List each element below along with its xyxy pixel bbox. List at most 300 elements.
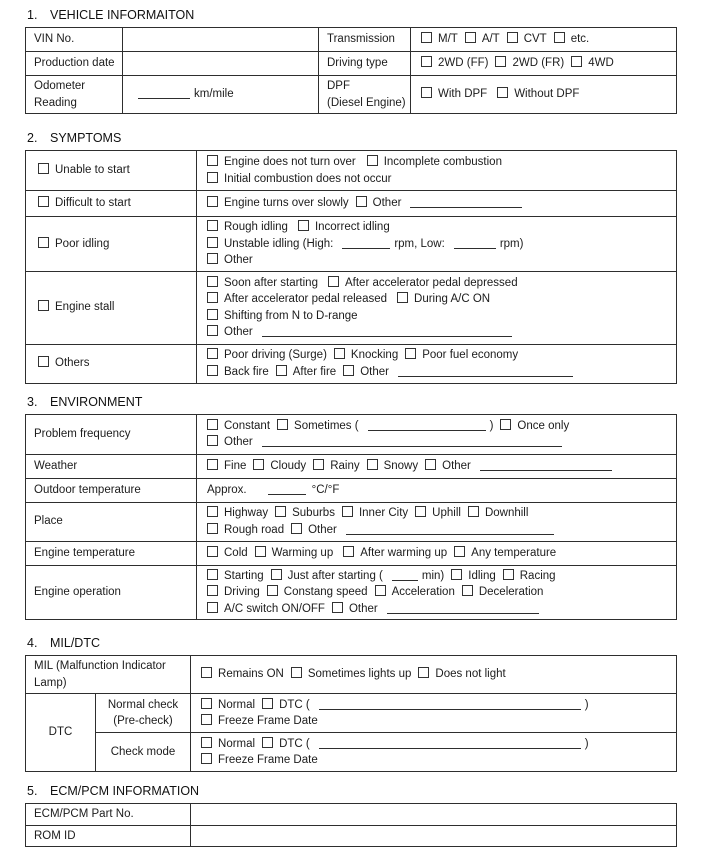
- label-text: etc.: [570, 33, 590, 46]
- label-text: Uphill: [432, 507, 461, 519]
- label-text: Knocking: [350, 349, 399, 361]
- label-text: After accelerator pedal depressed: [344, 276, 518, 289]
- blank-fill-in-line[interactable]: [262, 446, 562, 447]
- form-line: [207, 154, 672, 171]
- mil-label: [26, 656, 191, 694]
- form-line: [207, 219, 672, 236]
- checkbox-etc-icon[interactable]: [554, 32, 565, 43]
- checkbox-does-not-light-icon[interactable]: [418, 667, 429, 678]
- odometer-label: [26, 76, 123, 114]
- form-line: [98, 744, 188, 761]
- blank-fill-in-line[interactable]: [138, 98, 190, 99]
- label-text: rpm, Low:: [394, 237, 445, 250]
- blank-fill-in-line[interactable]: [387, 613, 539, 614]
- label-text: km/mile: [194, 88, 234, 101]
- label-text: °C/°F: [311, 483, 340, 496]
- checkbox-poor-fuel-economy-icon[interactable]: [405, 348, 416, 359]
- problem-frequency-options: [197, 414, 677, 454]
- section-4-number: 4.: [27, 636, 38, 650]
- blank-fill-in-line[interactable]: [268, 494, 306, 495]
- label-text: A/C switch ON/OFF: [224, 602, 325, 615]
- section-4-title-text: MIL/DTC: [50, 636, 100, 650]
- label-text: Acceleration: [391, 586, 455, 598]
- checkbox-other-icon[interactable]: [207, 325, 218, 336]
- form-line: [421, 86, 672, 103]
- section-3-title: [27, 395, 676, 409]
- section-1-number: 1.: [27, 8, 38, 22]
- checkbox-deceleration-icon[interactable]: [462, 585, 473, 596]
- checkbox-inner-city-icon[interactable]: [342, 506, 353, 517]
- driving-type-options: [411, 52, 677, 76]
- checkbox-other-icon[interactable]: [207, 435, 218, 446]
- label-text: After fire: [292, 365, 337, 378]
- label-text: Difficult to start: [55, 197, 131, 210]
- form-line: [201, 666, 672, 683]
- table-row: [26, 344, 677, 383]
- table-row: [26, 28, 677, 52]
- checkbox-4wd-icon[interactable]: [571, 56, 582, 67]
- engine-operation-label: [26, 565, 197, 620]
- label-text: Cloudy: [270, 459, 307, 472]
- form-line: [327, 31, 406, 48]
- checkbox-a-c-switch-on-off-icon[interactable]: [207, 602, 218, 613]
- checkbox-cold-icon[interactable]: [207, 546, 218, 557]
- odometer-value[interactable]: [123, 76, 319, 114]
- checkbox-remains-on-icon[interactable]: [201, 667, 212, 678]
- label-text: Shifting from N to D-range: [224, 309, 358, 322]
- label-text: Outdoor temperature: [34, 483, 141, 496]
- label-text: With DPF: [438, 88, 488, 101]
- problem-frequency-label: [26, 414, 197, 454]
- label-text: Remains ON: [218, 668, 284, 681]
- section-2-number: 2.: [27, 131, 38, 145]
- checkbox-highway-icon[interactable]: [207, 506, 218, 517]
- form-line: [201, 752, 672, 769]
- label-text: ECM/PCM Part No.: [34, 808, 134, 820]
- label-text: DPF: [327, 80, 350, 92]
- form-line: [34, 78, 118, 95]
- blank-fill-in-line[interactable]: [346, 534, 554, 535]
- checkbox-2wd-fr-icon[interactable]: [495, 56, 506, 67]
- section-3-number: 3.: [27, 394, 38, 409]
- poor-idling-label: [26, 217, 197, 272]
- unable-to-start-label: [26, 151, 197, 191]
- form-line: [34, 513, 192, 530]
- mil-dtc-table: [25, 655, 677, 772]
- label-text: Idling: [468, 569, 496, 582]
- checkbox-difficult-to-start-icon[interactable]: [38, 196, 49, 207]
- checkbox-other-icon[interactable]: [207, 253, 218, 264]
- form-line: [207, 252, 672, 269]
- form-line: [34, 55, 118, 72]
- section-mil-dtc: [25, 636, 676, 772]
- form-line: [207, 275, 672, 292]
- table-row: [26, 414, 677, 454]
- form-line: [34, 95, 118, 112]
- checkbox-idling-icon[interactable]: [451, 569, 462, 580]
- label-text: MIL (Malfunction Indicator: [34, 660, 166, 672]
- vin-label: [26, 28, 123, 52]
- label-text: Production date: [34, 57, 115, 70]
- label-text: Check mode: [110, 745, 176, 758]
- checkbox-suburbs-icon[interactable]: [275, 506, 286, 517]
- rom-id-label: [26, 825, 191, 847]
- ecm-pcm-part-no-value[interactable]: [191, 804, 677, 826]
- checkbox-m-t-icon[interactable]: [421, 32, 432, 43]
- label-text: Other: [224, 326, 253, 338]
- table-row: [26, 656, 677, 694]
- section-2-title-text: SYMPTOMS: [50, 131, 122, 145]
- label-text: Driving type: [327, 57, 388, 70]
- label-text: Poor fuel economy: [422, 349, 519, 361]
- symptoms-table: [25, 150, 677, 384]
- checkbox-sometimes-icon[interactable]: [277, 419, 288, 430]
- label-text: CVT: [523, 33, 547, 46]
- table-row: [26, 804, 677, 826]
- label-text: Other: [372, 197, 402, 210]
- checkbox-initial-combustion-does-not-occur-icon[interactable]: [207, 172, 218, 183]
- form-line: [207, 568, 672, 585]
- mil-dtc-table-mount: [25, 655, 676, 772]
- form-line: [133, 86, 314, 103]
- form-line: [207, 434, 672, 451]
- form-line: [207, 601, 672, 618]
- section-symptoms: [25, 131, 676, 384]
- checkbox-2wd-ff-icon[interactable]: [421, 56, 432, 67]
- checkbox-soon-after-starting-icon[interactable]: [207, 276, 218, 287]
- form-line: [34, 482, 192, 499]
- form-line: [201, 713, 672, 730]
- vin-value[interactable]: [123, 28, 319, 52]
- form-line: [98, 697, 188, 714]
- label-text: Engine turns over slowly: [224, 197, 349, 210]
- checkbox-engine-stall-icon[interactable]: [38, 300, 49, 311]
- checkbox-incorrect-idling-icon[interactable]: [298, 220, 309, 231]
- checkbox-rough-road-icon[interactable]: [207, 523, 218, 534]
- label-text: Other: [224, 254, 253, 266]
- label-text: Once only: [517, 419, 570, 432]
- label-text: Lamp): [34, 676, 67, 689]
- form-line: [34, 31, 118, 48]
- form-line: [207, 347, 672, 364]
- checkbox-constang-speed-icon[interactable]: [267, 585, 278, 596]
- label-text: Soon after starting: [224, 276, 318, 289]
- section-vehicle-information: [25, 8, 676, 114]
- form-line: [38, 355, 192, 372]
- label-text: M/T: [438, 33, 458, 46]
- symptoms-table-mount: [25, 150, 676, 384]
- label-text: Problem frequency: [34, 427, 131, 440]
- label-text: Initial combustion does not occur: [224, 172, 392, 185]
- table-row: [26, 454, 677, 478]
- blank-fill-in-line[interactable]: [410, 207, 522, 208]
- section-2-title: [27, 131, 676, 145]
- ecm-pcm-part-no-label: [26, 804, 191, 826]
- checkbox-normal-icon[interactable]: [201, 698, 212, 709]
- section-5-title: [27, 784, 676, 798]
- label-text: ): [489, 419, 494, 432]
- others-options: [197, 344, 677, 383]
- vehicle-informaiton-table: [25, 27, 677, 114]
- form-line: [38, 195, 192, 212]
- form-line: [38, 299, 192, 316]
- label-text: Downhill: [484, 507, 529, 519]
- checkbox-others-icon[interactable]: [38, 356, 49, 367]
- label-text: 4WD: [588, 57, 614, 70]
- checkbox-sometimes-lights-up-icon[interactable]: [291, 667, 302, 678]
- checkbox-knocking-icon[interactable]: [334, 348, 345, 359]
- label-text: Others: [55, 357, 90, 370]
- form-line: [207, 482, 672, 499]
- table-row: [26, 541, 677, 565]
- label-text: Place: [34, 515, 63, 528]
- section-4-title: [27, 636, 676, 650]
- checkbox-fine-icon[interactable]: [207, 459, 218, 470]
- label-text: Constang speed: [283, 586, 368, 598]
- label-text: Just after starting (: [287, 569, 383, 582]
- label-text: Normal check: [107, 698, 179, 711]
- blank-fill-in-line[interactable]: [392, 580, 418, 581]
- label-text: Poor idling: [55, 237, 110, 250]
- section-ecm-pcm-information: [25, 784, 676, 847]
- blank-fill-in-line[interactable]: [262, 336, 512, 337]
- checkbox-after-accelerator-pedal-released-icon[interactable]: [207, 292, 218, 303]
- table-row: [26, 565, 677, 620]
- checkbox-any-temperature-icon[interactable]: [454, 546, 465, 557]
- label-text: Driving: [224, 586, 260, 598]
- label-text: Normal: [218, 737, 256, 750]
- dtc-label: [26, 694, 96, 772]
- label-text: Engine stall: [55, 301, 115, 314]
- form-line: [34, 584, 192, 601]
- environment-table: [25, 414, 677, 621]
- checkbox-cvt-icon[interactable]: [507, 32, 518, 43]
- label-text: Engine operation: [34, 586, 121, 598]
- checkbox-during-a-c-on-icon[interactable]: [397, 292, 408, 303]
- normal-check-options: [191, 694, 677, 733]
- form-line: [207, 364, 672, 381]
- checkbox-once-only-icon[interactable]: [500, 419, 511, 430]
- checkbox-driving-icon[interactable]: [207, 585, 218, 596]
- table-row: [26, 217, 677, 272]
- label-text: (Pre-check): [113, 715, 173, 727]
- label-text: Starting: [224, 569, 264, 582]
- form-line: [28, 724, 93, 741]
- label-text: Unable to start: [55, 164, 130, 177]
- form-line: [207, 458, 672, 475]
- label-text: Sometimes lights up: [307, 668, 412, 681]
- form-line: [207, 324, 672, 341]
- poor-idling-options: [197, 217, 677, 272]
- label-text: Incorrect idling: [314, 221, 390, 233]
- checkbox-back-fire-icon[interactable]: [207, 365, 218, 376]
- section-3-title-text: ENVIRONMENT: [50, 394, 143, 409]
- check-mode-label: [96, 733, 191, 772]
- place-label: [26, 502, 197, 541]
- form-line: [207, 505, 672, 522]
- checkbox-normal-icon[interactable]: [201, 737, 212, 748]
- label-text: Incomplete combustion: [383, 156, 502, 168]
- blank-fill-in-line[interactable]: [319, 748, 581, 749]
- check-mode-options: [191, 733, 677, 772]
- table-row: [26, 733, 677, 772]
- table-row: [26, 478, 677, 502]
- table-row: [26, 52, 677, 76]
- checkbox-incomplete-combustion-icon[interactable]: [367, 155, 378, 166]
- mil-options: [191, 656, 677, 694]
- checkbox-other-icon[interactable]: [343, 365, 354, 376]
- normal-check-label: [96, 694, 191, 733]
- checkbox-acceleration-icon[interactable]: [375, 585, 386, 596]
- checkbox-rough-idling-icon[interactable]: [207, 220, 218, 231]
- production-date-value[interactable]: [123, 52, 319, 76]
- label-text: Normal: [218, 698, 256, 711]
- checkbox-constant-icon[interactable]: [207, 419, 218, 430]
- label-text: A/T: [481, 33, 500, 46]
- form-line: [327, 55, 406, 72]
- driving-type-label: [319, 52, 411, 76]
- label-text: Rough idling: [224, 221, 288, 233]
- form-line: [421, 55, 672, 72]
- label-text: Inner City: [358, 507, 409, 519]
- checkbox-snowy-icon[interactable]: [367, 459, 378, 470]
- label-text: Unstable idling (High:: [224, 237, 334, 250]
- form-line: [201, 736, 672, 753]
- production-date-label: [26, 52, 123, 76]
- unable-to-start-options: [197, 151, 677, 191]
- label-text: Poor driving (Surge): [224, 349, 327, 361]
- blank-fill-in-line[interactable]: [342, 248, 390, 249]
- others-label: [26, 344, 197, 383]
- label-text: Approx.: [207, 483, 247, 496]
- label-text: 2WD (FF): [438, 57, 489, 70]
- checkbox-after-fire-icon[interactable]: [276, 365, 287, 376]
- section-1-title-text: VEHICLE INFORMAITON: [50, 8, 195, 22]
- label-text: ROM ID: [34, 829, 76, 842]
- table-row: [26, 191, 677, 217]
- blank-fill-in-line[interactable]: [454, 248, 496, 249]
- checkbox-warming-up-icon[interactable]: [255, 546, 266, 557]
- environment-table-mount: [25, 414, 676, 621]
- ecm-pcm-table-mount: [25, 803, 676, 847]
- checkbox-just-after-starting-icon[interactable]: [271, 569, 282, 580]
- section-5-number: 5.: [27, 784, 38, 798]
- form-line: [207, 171, 672, 188]
- checkbox-without-dpf-icon[interactable]: [497, 87, 508, 98]
- checkbox-cloudy-icon[interactable]: [253, 459, 264, 470]
- label-text: Other: [442, 459, 471, 472]
- checkbox-shifting-from-n-to-d-icon[interactable]: [207, 309, 218, 320]
- form-line: [34, 458, 192, 475]
- form-line: [421, 31, 672, 48]
- section-environment: [25, 395, 676, 621]
- form-line: [201, 697, 672, 714]
- label-text: Other: [360, 365, 389, 378]
- label-text: Sometimes (: [294, 419, 359, 432]
- form-line: [34, 675, 186, 692]
- form-line: [38, 162, 192, 179]
- label-text: Engine does not turn over: [224, 156, 356, 168]
- rom-id-value[interactable]: [191, 825, 677, 847]
- checkbox-dtc-icon[interactable]: [262, 737, 273, 748]
- blank-fill-in-line[interactable]: [319, 709, 581, 710]
- checkbox-dtc-icon[interactable]: [262, 698, 273, 709]
- checkbox-engine-turns-over-slowly-icon[interactable]: [207, 196, 218, 207]
- label-text: rpm): [499, 237, 524, 250]
- checkbox-other-icon[interactable]: [291, 523, 302, 534]
- checkbox-racing-icon[interactable]: [503, 569, 514, 580]
- checkbox-poor-idling-icon[interactable]: [38, 237, 49, 248]
- label-text: Transmission: [327, 33, 395, 46]
- table-row: [26, 271, 677, 344]
- checkbox-a-t-icon[interactable]: [465, 32, 476, 43]
- engine-temperature-label: [26, 541, 197, 565]
- checkbox-other-icon[interactable]: [356, 196, 367, 207]
- checkbox-other-icon[interactable]: [332, 602, 343, 613]
- checkbox-poor-driving-surge-icon[interactable]: [207, 348, 218, 359]
- ecm-pcm-information-table: [25, 803, 677, 847]
- label-text: Rainy: [330, 459, 360, 472]
- label-text: Odometer: [34, 80, 86, 92]
- label-text: Cold: [224, 546, 248, 559]
- outdoor-temperature-value[interactable]: [197, 478, 677, 502]
- blank-fill-in-line[interactable]: [368, 430, 486, 431]
- vehicle-information-table-mount: [25, 27, 676, 114]
- label-text: Back fire: [224, 365, 269, 378]
- section-1-title: [27, 8, 676, 22]
- form-line: [207, 308, 672, 325]
- form-line: [207, 291, 672, 308]
- checkbox-starting-icon[interactable]: [207, 569, 218, 580]
- checkbox-with-dpf-icon[interactable]: [421, 87, 432, 98]
- form-line: [34, 828, 186, 845]
- checkbox-after-accelerator-pedal-depressed-icon[interactable]: [328, 276, 339, 287]
- checkbox-rainy-icon[interactable]: [313, 459, 324, 470]
- form-line: [207, 418, 672, 435]
- checkbox-freeze-frame-date-icon[interactable]: [201, 753, 212, 764]
- form-line: [34, 426, 192, 443]
- engine-temperature-options: [197, 541, 677, 565]
- checkbox-uphill-icon[interactable]: [415, 506, 426, 517]
- table-row: [26, 825, 677, 847]
- checkbox-unable-to-start-icon[interactable]: [38, 163, 49, 174]
- form-line: [34, 658, 186, 675]
- dpf-options: [411, 76, 677, 114]
- difficult-to-start-label: [26, 191, 197, 217]
- label-text: After accelerator pedal released: [224, 293, 388, 305]
- form-line: [207, 545, 672, 562]
- checkbox-after-warming-up-icon[interactable]: [343, 546, 354, 557]
- checkbox-unstable-idling-high-icon[interactable]: [207, 237, 218, 248]
- checkbox-freeze-frame-date-icon[interactable]: [201, 714, 212, 725]
- label-text: During A/C ON: [414, 293, 491, 305]
- blank-fill-in-line[interactable]: [480, 470, 612, 471]
- checkbox-engine-does-not-turn-over-icon[interactable]: [207, 155, 218, 166]
- label-text: Deceleration: [478, 586, 544, 598]
- label-text: Suburbs: [292, 507, 335, 519]
- weather-options: [197, 454, 677, 478]
- label-text: Snowy: [383, 459, 419, 472]
- dpf-label: [319, 76, 411, 114]
- engine-stall-options: [197, 271, 677, 344]
- form-line: [327, 95, 406, 112]
- engine-stall-label: [26, 271, 197, 344]
- checkbox-other-icon[interactable]: [425, 459, 436, 470]
- checkbox-downhill-icon[interactable]: [468, 506, 479, 517]
- form-line: [207, 522, 672, 539]
- blank-fill-in-line[interactable]: [398, 376, 573, 377]
- label-text: Does not light: [435, 668, 506, 681]
